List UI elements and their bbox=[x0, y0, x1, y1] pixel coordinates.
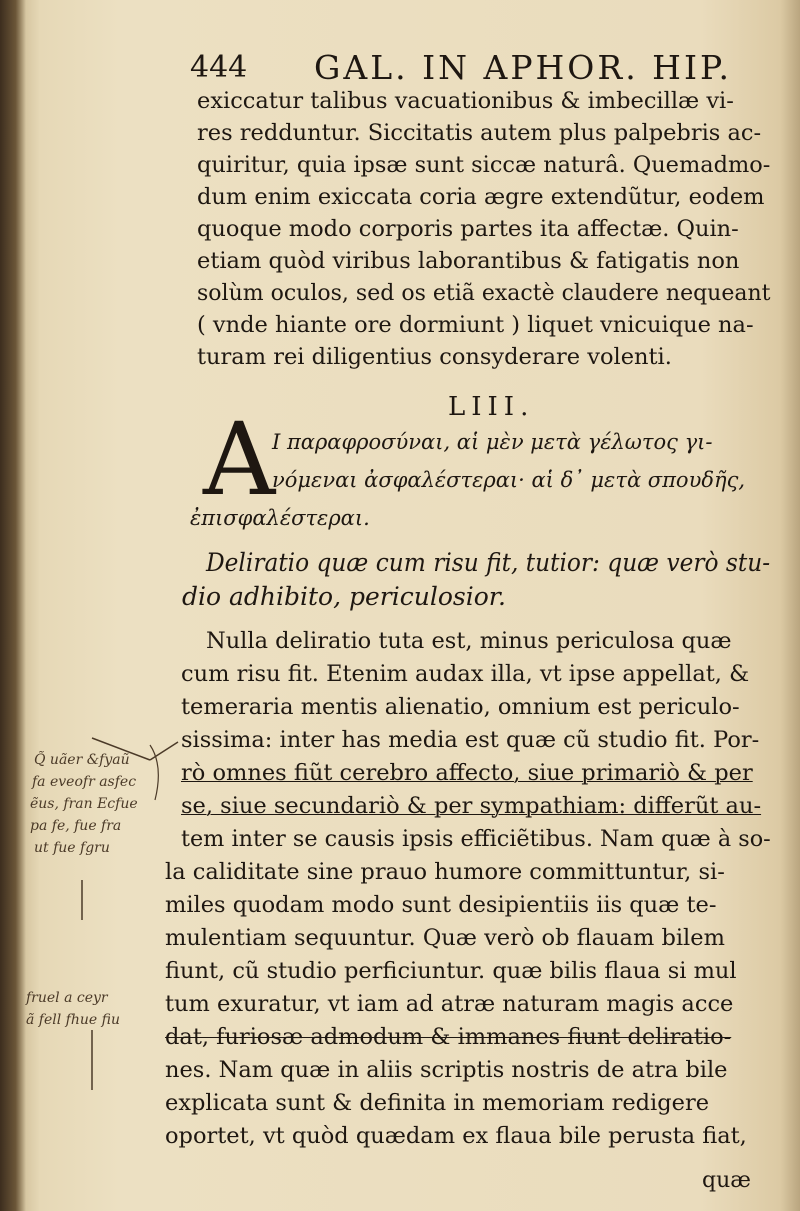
latin-aphorism-line: dio adhibito, periculosior. bbox=[182, 582, 506, 611]
marginal-note: ẽus, fran Ecfue bbox=[30, 796, 138, 812]
greek-line: I παραφροσύναι, αἱ μὲν μετὰ γέλωτος γι- bbox=[272, 430, 713, 454]
text-line: ( vnde hiante ore dormiunt ) liquet vnicuique na- bbox=[197, 312, 754, 338]
catchword: quæ bbox=[702, 1168, 751, 1193]
aphorism-number: LIII. bbox=[448, 392, 535, 422]
marginal-note: Q̃ uãer &fyaũ bbox=[34, 752, 130, 768]
text-line: exiccatur talibus vacuationibus & imbecillæ vi- bbox=[197, 88, 734, 114]
text-line: etiam quòd viribus laborantibus & fatigatis non bbox=[197, 248, 740, 274]
text-line: explicata sunt & definita in memoriam redigere bbox=[165, 1090, 710, 1116]
text-line: tum exuratur, vt iam ad atræ naturam magis acce bbox=[165, 991, 734, 1017]
text-line-struck: dat, furiosæ admodum & immanes fiunt deliratio- bbox=[165, 1024, 732, 1050]
text-line: dum enim exiccata coria ægre extendũtur, eodem bbox=[197, 184, 765, 210]
text-line: solùm oculos, sed os etiã exactè claudere nequeant bbox=[197, 280, 771, 306]
text-line: cum risu fit. Etenim audax illa, vt ipse appellat, & bbox=[181, 661, 750, 687]
page-number: 444 bbox=[190, 50, 248, 85]
text-line: mulentiam sequuntur. Quæ verò ob flauam bilem bbox=[165, 925, 725, 951]
text-line: quiritur, quia ipsæ sunt siccæ naturâ. Quemadmo- bbox=[197, 152, 771, 178]
text-line: tem inter se causis ipsis efficiẽtibus. Nam quæ à so- bbox=[181, 826, 771, 852]
text-line: nes. Nam quæ in aliis scriptis nostris de atra bile bbox=[165, 1057, 728, 1083]
text-line: temeraria mentis alienatio, omnium est periculo- bbox=[181, 694, 740, 720]
text-line: res redduntur. Siccitatis autem plus palpebris ac- bbox=[197, 120, 762, 146]
text-line: oportet, vt quòd quædam ex flaua bile perusta fiat, bbox=[165, 1123, 747, 1149]
text-line-underlined: rò omnes fiũt cerebro affecto, siue primariò & per bbox=[181, 760, 753, 786]
text-line: la caliditate sine prauo humore committuntur, si- bbox=[165, 859, 725, 885]
latin-aphorism-line: Deliratio quæ cum risu fit, tutior: quæ verò stu- bbox=[206, 548, 771, 577]
greek-line: ἐπισφαλέστεραι. bbox=[190, 506, 370, 530]
text-line: miles quodam modo sunt desipientiis iis quæ te- bbox=[165, 892, 717, 918]
marginal-note: pa fe, fue fra bbox=[30, 818, 122, 834]
text-line: Nulla deliratio tuta est, minus periculosa quæ bbox=[206, 628, 732, 654]
greek-line: νόμεναι ἀσφαλέστεραι· αἱ δ᾽ μετὰ σπουδῆς, bbox=[272, 468, 746, 492]
marginal-note: ut fue fgru bbox=[34, 840, 110, 856]
marginal-note: ã fell fhue fiu bbox=[26, 1012, 120, 1028]
text-line-underlined: se, siue secundariò & per sympathiam: differũt au- bbox=[181, 793, 762, 819]
text-line: quoque modo corporis partes ita affectæ. Quin- bbox=[197, 216, 739, 242]
text-line: turam rei diligentius consyderare volenti. bbox=[197, 344, 672, 370]
text-line: fiunt, cũ studio perficiuntur. quæ bilis flaua si mul bbox=[165, 958, 737, 984]
drop-cap: A bbox=[203, 401, 276, 518]
running-title: GAL. IN APHOR. HIP. bbox=[314, 48, 733, 87]
marginal-note: fruel a ceyr bbox=[26, 990, 108, 1006]
marginal-note: fa eveofr asfec bbox=[32, 774, 137, 790]
text-line: sissima: inter has media est quæ cũ studio fit. Por- bbox=[181, 727, 760, 753]
